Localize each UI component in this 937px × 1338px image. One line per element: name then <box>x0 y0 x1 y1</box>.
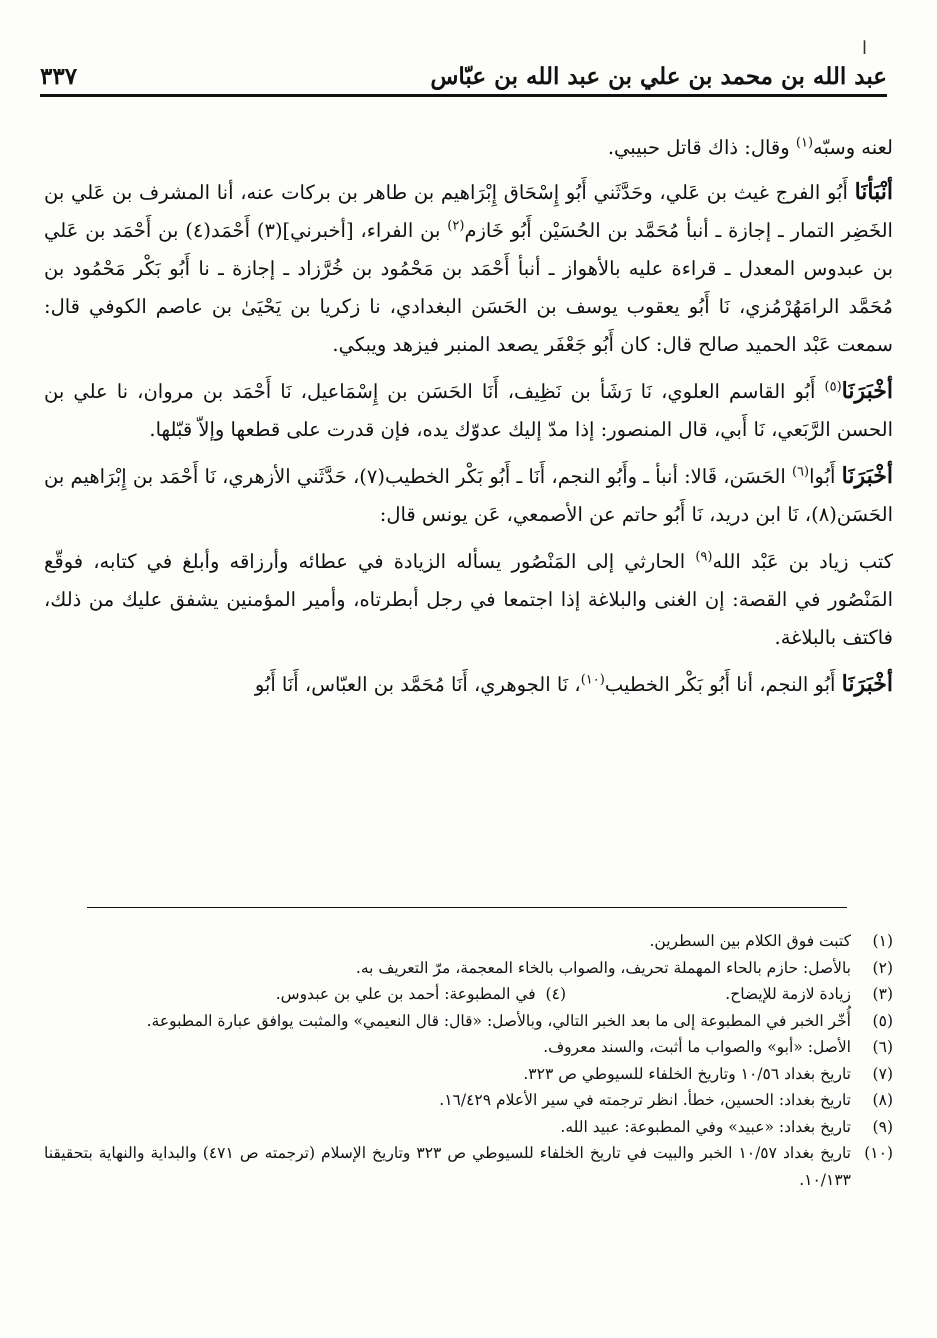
footnote-6 <box>44 1034 893 1061</box>
footnote-number: (٥) <box>872 1011 893 1030</box>
paragraph-rest: ، نَا الجوهري، أَنَا مُحَمَّد بن العبّاس، أَنَا أَبُو <box>254 673 581 696</box>
footnote-number: (١) <box>872 932 893 950</box>
page-number: ٣٣٧ <box>40 63 78 90</box>
footnote-number: (٢) <box>872 958 893 977</box>
footnote-7 <box>44 1061 893 1088</box>
corner-mark: ا <box>861 38 867 59</box>
footnote-divider <box>87 907 847 908</box>
footnote-number: (٦) <box>872 1038 893 1056</box>
footnote-8 <box>44 1087 893 1114</box>
paragraph-5 <box>44 542 893 657</box>
paragraph-text: أَبُو النجم، أنا أَبُو بَكْر الخطيب <box>604 673 842 696</box>
footnote-ref[interactable]: (٢) <box>447 218 465 234</box>
paragraph-text: أَبُوا <box>809 465 842 488</box>
footnote-text: أُخّر الخبر في المطبوعة إلى ما بعد الخبر التالي، وبالأصل: «قال: قال النعيمي» والمثبت يوافق عبارة المطبوعة. <box>146 1011 851 1030</box>
footnote-text: كتبت فوق الكلام بين السطرين. <box>649 932 851 950</box>
footnote-text: زيادة لازمة للإيضاح. <box>725 985 851 1003</box>
footnote-ref[interactable]: (٥) <box>824 379 842 395</box>
paragraph-rest: الحَسَن، قَالا: أنبأ ـ وأَبُو النجم، أَنَا ـ أَبُو بَكْر الخطيب(٧)، حَدَّثَني الأزهري، نَا أَحْمَد بن إِبْرَاهيم بن الحَسَن(٨)، نَا ابن دريد، نَا أَبُو حاتم عن الأصمعي، عَن يونس قال: <box>44 465 893 526</box>
footnote-3-4 <box>44 981 893 1008</box>
paragraph-rest: بن الفراء، [أخبرني](٣) أَحْمَد(٤) بن أَحْمَد بن عَلي بن عبدوس المعدل ـ قراءة عليه بالأهواز ـ أنبأ أَحْمَد بن مَحْمُود بن خُرَّزاد ـ إجازة ـ نا أَبُو بَكْر مَحْمُود بن مُحَمَّد الرامَهُرْمُزي، نَا أَبُو يعقوب يوسف بن الحَسَن البغدادي، نا زكريا بن يَحْيَىٰ بن عاصم الكوفي قال: سمعت عَبْد الحميد صالح قال: كان أَبُو جَعْفَر يصعد المنبر فيزهد ويبكي. <box>44 219 893 356</box>
footnote-9 <box>44 1114 893 1141</box>
footnote-ref[interactable]: (٦) <box>791 464 810 480</box>
paragraph-6 <box>44 665 893 704</box>
main-text <box>44 128 893 712</box>
footnote-text: بالأصل: حازم بالحاء المهملة تحريف، والصواب بالخاء المعجمة، مرّ التعريف به. <box>355 958 851 977</box>
paragraph-lead: أخْبَرَنَا <box>841 463 893 489</box>
paragraph-2 <box>44 173 893 364</box>
footnote-number: (٩) <box>872 1117 893 1136</box>
footnote-text: تاريخ بغداد: «عبيد» وفي المطبوعة: عبيد الله. <box>560 1117 851 1136</box>
footnote-5 <box>44 1008 893 1035</box>
paragraph-rest: وقال: ذاك قاتل حبيبي. <box>607 136 796 159</box>
footnote-number: (٨) <box>872 1091 893 1109</box>
paragraph-lead: أنْبَأنَا <box>854 179 893 205</box>
running-title: عبد الله بن محمد بن علي بن عبد الله بن عبّاس <box>430 63 887 90</box>
footnote-text: تاريخ بغداد ١٠/٥٦ وتاريخ الخلفاء للسيوطي ص ٣٢٣. <box>523 1064 851 1083</box>
paragraph-text: لعنه وسبّه <box>813 136 893 159</box>
paragraph-1 <box>44 128 893 167</box>
footnote-text: في المطبوعة: أحمد بن علي بن عبدوس. <box>275 985 536 1003</box>
paragraph-lead: أخْبَرَنَا <box>841 378 893 404</box>
footnotes <box>44 928 893 1193</box>
footnote-1 <box>44 928 893 955</box>
paragraph-text: كتب زياد بن عَبْد الله <box>712 550 894 573</box>
footnote-ref[interactable]: (١٠) <box>580 672 605 688</box>
footnote-text: الأصل: «أبو» والصواب ما أثبت، والسند معروف. <box>543 1038 851 1056</box>
footnote-number: (٧) <box>872 1064 893 1083</box>
footnote-10 <box>44 1140 893 1193</box>
paragraph-lead: أخْبَرَنَا <box>841 671 893 697</box>
running-header <box>40 48 887 97</box>
paragraph-rest: أَبُو القاسم العلوي، نَا رَشَأ بن نَظِيف، أَنَا الحَسَن بن إِسْمَاعيل، نَا أَحْمَد بن مروان، نا علي بن الحسن الرَّبَعي، نَا أَبي، قال المنصور: إذا مدّ إليك عدوّك يده، فإن قدرت على قطعها وإلاّ قبّلها. <box>44 380 893 441</box>
footnote-2 <box>44 955 893 982</box>
footnote-text: تاريخ بغداد: الحسين، خطأ. انظر ترجمته في سير الأعلام ١٦/٤٢٩. <box>439 1091 851 1109</box>
footnote-number: (٣) <box>872 985 893 1003</box>
paragraph-text: أَبُو الفرج غيث بن عَلي، وحَدَّثَني أَبُو إِسْحَاق إِبْرَاهيم بن طاهر بن بركات عنه، أنا المشرف بن عَلي بن الخَضِر التمار ـ إجازة ـ أنبأ مُحَمَّد بن الحُسَيْن أَبُو خَازم <box>44 181 893 242</box>
footnote-text: تاريخ بغداد ١٠/٥٧ الخبر والبيت في تاريخ الخلفاء للسيوطي ص ٣٢٣ وتاريخ الإسلام (ترجمته ص ٤٧١) والبداية والنهاية بتحقيقنا ١٠/١٣٣. <box>44 1144 851 1189</box>
footnote-number: (١٠) <box>864 1144 893 1162</box>
paragraph-rest: الحارثي إلى المَنْصُور يسأله الزيادة في عطائه وأرزاقه وأبلغ في كتابه، فوقّع المَنْصُور في القصة: إن الغنى والبلاغة إذا اجتمعا في رجل أبطرتاه، وأمير المؤمنين يشفق عليك من ذلك، فاكتف بالبلاغة. <box>44 550 893 649</box>
paragraph-4 <box>44 457 893 534</box>
footnote-number: (٤) <box>545 985 566 1003</box>
footnote-ref[interactable]: (١) <box>795 135 814 151</box>
paragraph-3 <box>44 372 893 449</box>
footnote-ref[interactable]: (٩) <box>695 549 713 565</box>
